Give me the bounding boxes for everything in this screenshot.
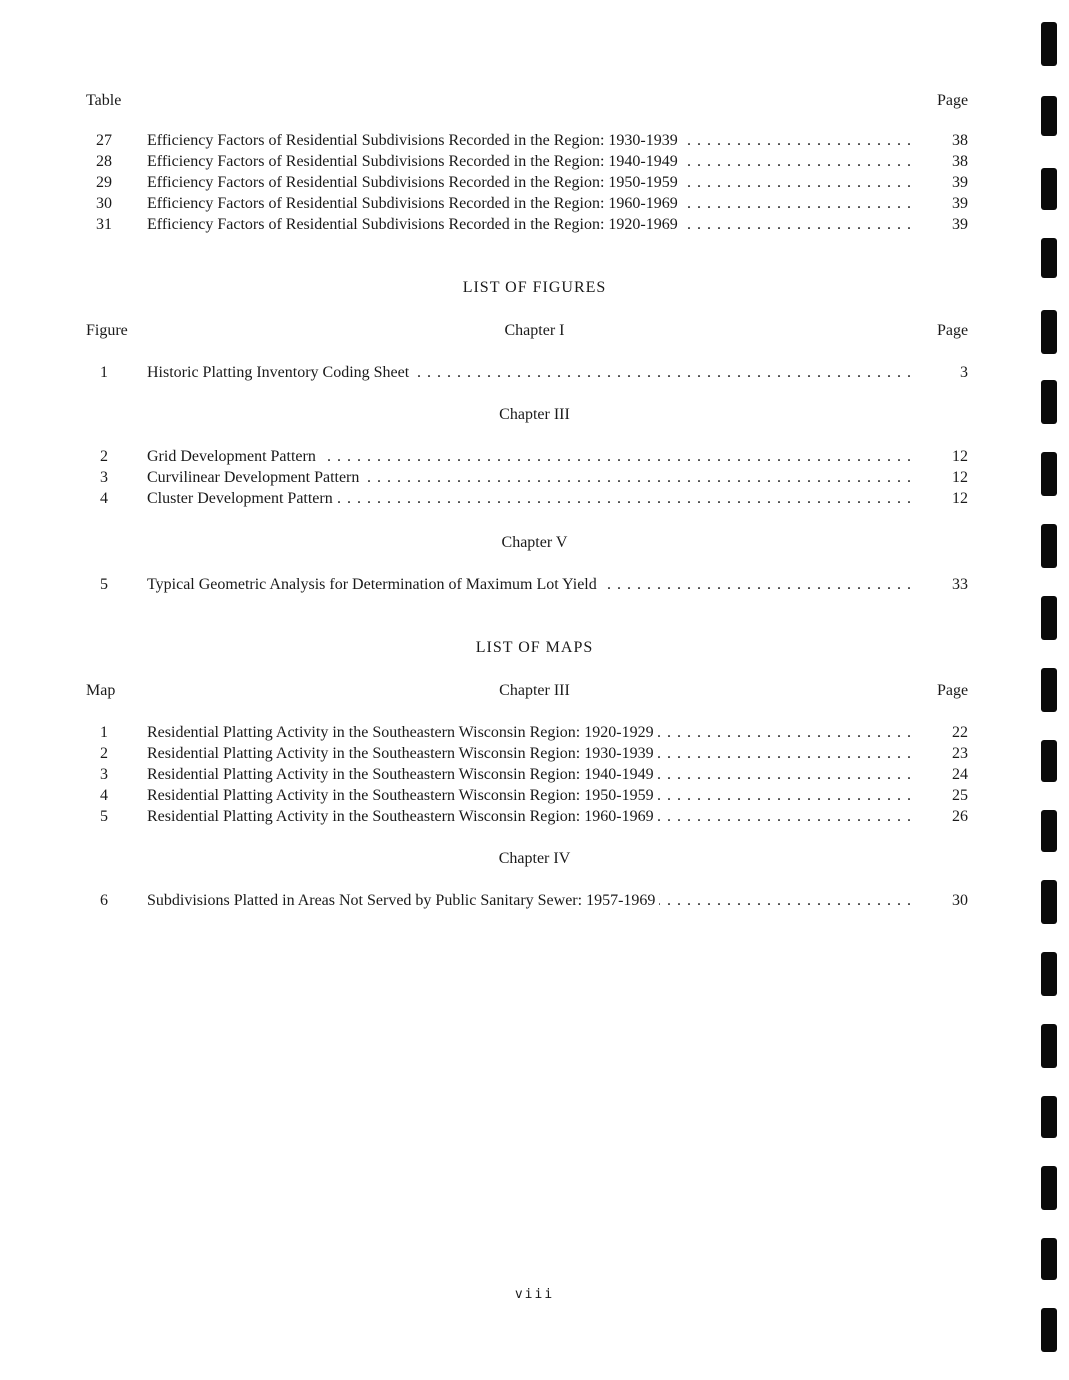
page-number: viii xyxy=(514,1287,555,1302)
toc-map-row[interactable] xyxy=(86,743,978,764)
entry-title: Curvilinear Development Pattern . . . xyxy=(147,467,917,488)
toc-figure-row[interactable] xyxy=(86,488,978,509)
entry-page: 12 xyxy=(952,469,968,486)
entry-page: 24 xyxy=(952,766,968,783)
binding-mark xyxy=(1041,596,1057,640)
chapter-heading: Chapter I xyxy=(504,322,565,339)
page-column-header: Page xyxy=(937,682,969,699)
toc-figure-row[interactable] xyxy=(86,467,978,488)
entry-page: 26 xyxy=(952,808,968,825)
binding-mark xyxy=(1041,880,1057,924)
entry-title: Efficiency Factors of Residential Subdivisions Recorded in the Region: 1950-1959 . . . xyxy=(147,172,917,193)
chapter-heading: Chapter III xyxy=(499,682,570,699)
binding-mark xyxy=(1041,1308,1057,1352)
entry-number: 2 xyxy=(100,448,108,465)
entry-title: Residential Platting Activity in the Southeastern Wisconsin Region: 1950-1959 . . . xyxy=(147,785,917,806)
entry-number: 3 xyxy=(100,469,108,486)
entry-title: Efficiency Factors of Residential Subdivisions Recorded in the Region: 1930-1939 . . . xyxy=(147,130,917,151)
binding-mark xyxy=(1041,1238,1057,1280)
toc-map-row[interactable] xyxy=(86,764,978,785)
toc-figure-row[interactable] xyxy=(86,574,978,595)
binding-mark xyxy=(1041,96,1057,136)
entry-title: Efficiency Factors of Residential Subdivisions Recorded in the Region: 1940-1949 . . . xyxy=(147,151,917,172)
entry-number: 1 xyxy=(100,364,108,381)
entry-number: 4 xyxy=(100,787,108,804)
toc-map-row[interactable] xyxy=(86,890,978,911)
entry-number: 5 xyxy=(100,808,108,825)
entry-number: 1 xyxy=(100,724,108,741)
entry-page: 25 xyxy=(952,787,968,804)
toc-table-row[interactable] xyxy=(86,130,978,151)
entry-title: Efficiency Factors of Residential Subdivisions Recorded in the Region: 1920-1969 . . . xyxy=(147,214,917,235)
page-column-header: Page xyxy=(937,92,969,109)
entry-number: 5 xyxy=(100,576,108,593)
entry-page: 39 xyxy=(952,174,968,191)
binding-mark xyxy=(1041,668,1057,712)
binding-mark xyxy=(1041,238,1057,278)
entry-title: Residential Platting Activity in the Southeastern Wisconsin Region: 1960-1969 . . . xyxy=(147,806,917,827)
binding-mark xyxy=(1041,310,1057,354)
entry-number: 31 xyxy=(96,216,112,233)
entry-title: Typical Geometric Analysis for Determination of Maximum Lot Yield . . . xyxy=(147,574,917,595)
binding-mark xyxy=(1041,452,1057,496)
entry-page: 12 xyxy=(952,448,968,465)
entry-page: 39 xyxy=(952,195,968,212)
toc-table-row[interactable] xyxy=(86,214,978,235)
entry-page: 22 xyxy=(952,724,968,741)
entry-title: Residential Platting Activity in the Southeastern Wisconsin Region: 1930-1939 . . . xyxy=(147,743,917,764)
page-column-header: Page xyxy=(937,322,969,339)
entry-page: 38 xyxy=(952,153,968,170)
toc-map-row[interactable] xyxy=(86,785,978,806)
toc-table-row[interactable] xyxy=(86,193,978,214)
entry-number: 27 xyxy=(96,132,112,149)
toc-figure-row[interactable] xyxy=(86,362,978,383)
entry-page: 12 xyxy=(952,490,968,507)
entry-title: Efficiency Factors of Residential Subdivisions Recorded in the Region: 1960-1969 . . . xyxy=(147,193,917,214)
entry-number: 2 xyxy=(100,745,108,762)
binding-mark xyxy=(1041,168,1057,210)
toc-table-row[interactable] xyxy=(86,151,978,172)
table-column-header: Table xyxy=(86,92,122,109)
maps-section-title: LIST OF MAPS xyxy=(475,639,594,656)
entry-title: Cluster Development Pattern . . . xyxy=(147,488,917,509)
toc-table-row[interactable] xyxy=(86,172,978,193)
entry-number: 6 xyxy=(100,892,108,909)
entry-title: Grid Development Pattern . . . xyxy=(147,446,917,467)
entry-title: Residential Platting Activity in the Southeastern Wisconsin Region: 1940-1949 . . . xyxy=(147,764,917,785)
entry-page: 38 xyxy=(952,132,968,149)
entry-title: Historic Platting Inventory Coding Sheet . . . xyxy=(147,362,917,383)
binding-mark xyxy=(1041,1166,1057,1210)
binding-mark xyxy=(1041,524,1057,568)
entry-page: 30 xyxy=(952,892,968,909)
toc-map-row[interactable] xyxy=(86,722,978,743)
toc-figure-row[interactable] xyxy=(86,446,978,467)
entry-title: Subdivisions Platted in Areas Not Served by Public Sanitary Sewer: 1957-1969 . . . xyxy=(147,890,917,911)
map-column-header: Map xyxy=(86,682,116,699)
toc-map-row[interactable] xyxy=(86,806,978,827)
binding-mark xyxy=(1041,1096,1057,1138)
entry-number: 4 xyxy=(100,490,108,507)
entry-number: 3 xyxy=(100,766,108,783)
binding-mark xyxy=(1041,22,1057,66)
entry-page: 33 xyxy=(952,576,968,593)
chapter-heading: Chapter III xyxy=(499,406,570,423)
figure-column-header: Figure xyxy=(86,322,128,339)
figures-section-title: LIST OF FIGURES xyxy=(462,279,607,296)
entry-page: 39 xyxy=(952,216,968,233)
entry-page: 3 xyxy=(960,364,968,381)
chapter-heading: Chapter IV xyxy=(498,850,571,867)
entry-number: 28 xyxy=(96,153,112,170)
binding-mark xyxy=(1041,1024,1057,1068)
chapter-heading: Chapter V xyxy=(501,534,568,551)
entry-number: 29 xyxy=(96,174,112,191)
binding-mark xyxy=(1041,810,1057,852)
binding-mark xyxy=(1041,740,1057,782)
entry-page: 23 xyxy=(952,745,968,762)
binding-mark xyxy=(1041,380,1057,424)
entry-title: Residential Platting Activity in the Southeastern Wisconsin Region: 1920-1929 . . . xyxy=(147,722,917,743)
binding-mark xyxy=(1041,952,1057,996)
entry-number: 30 xyxy=(96,195,112,212)
